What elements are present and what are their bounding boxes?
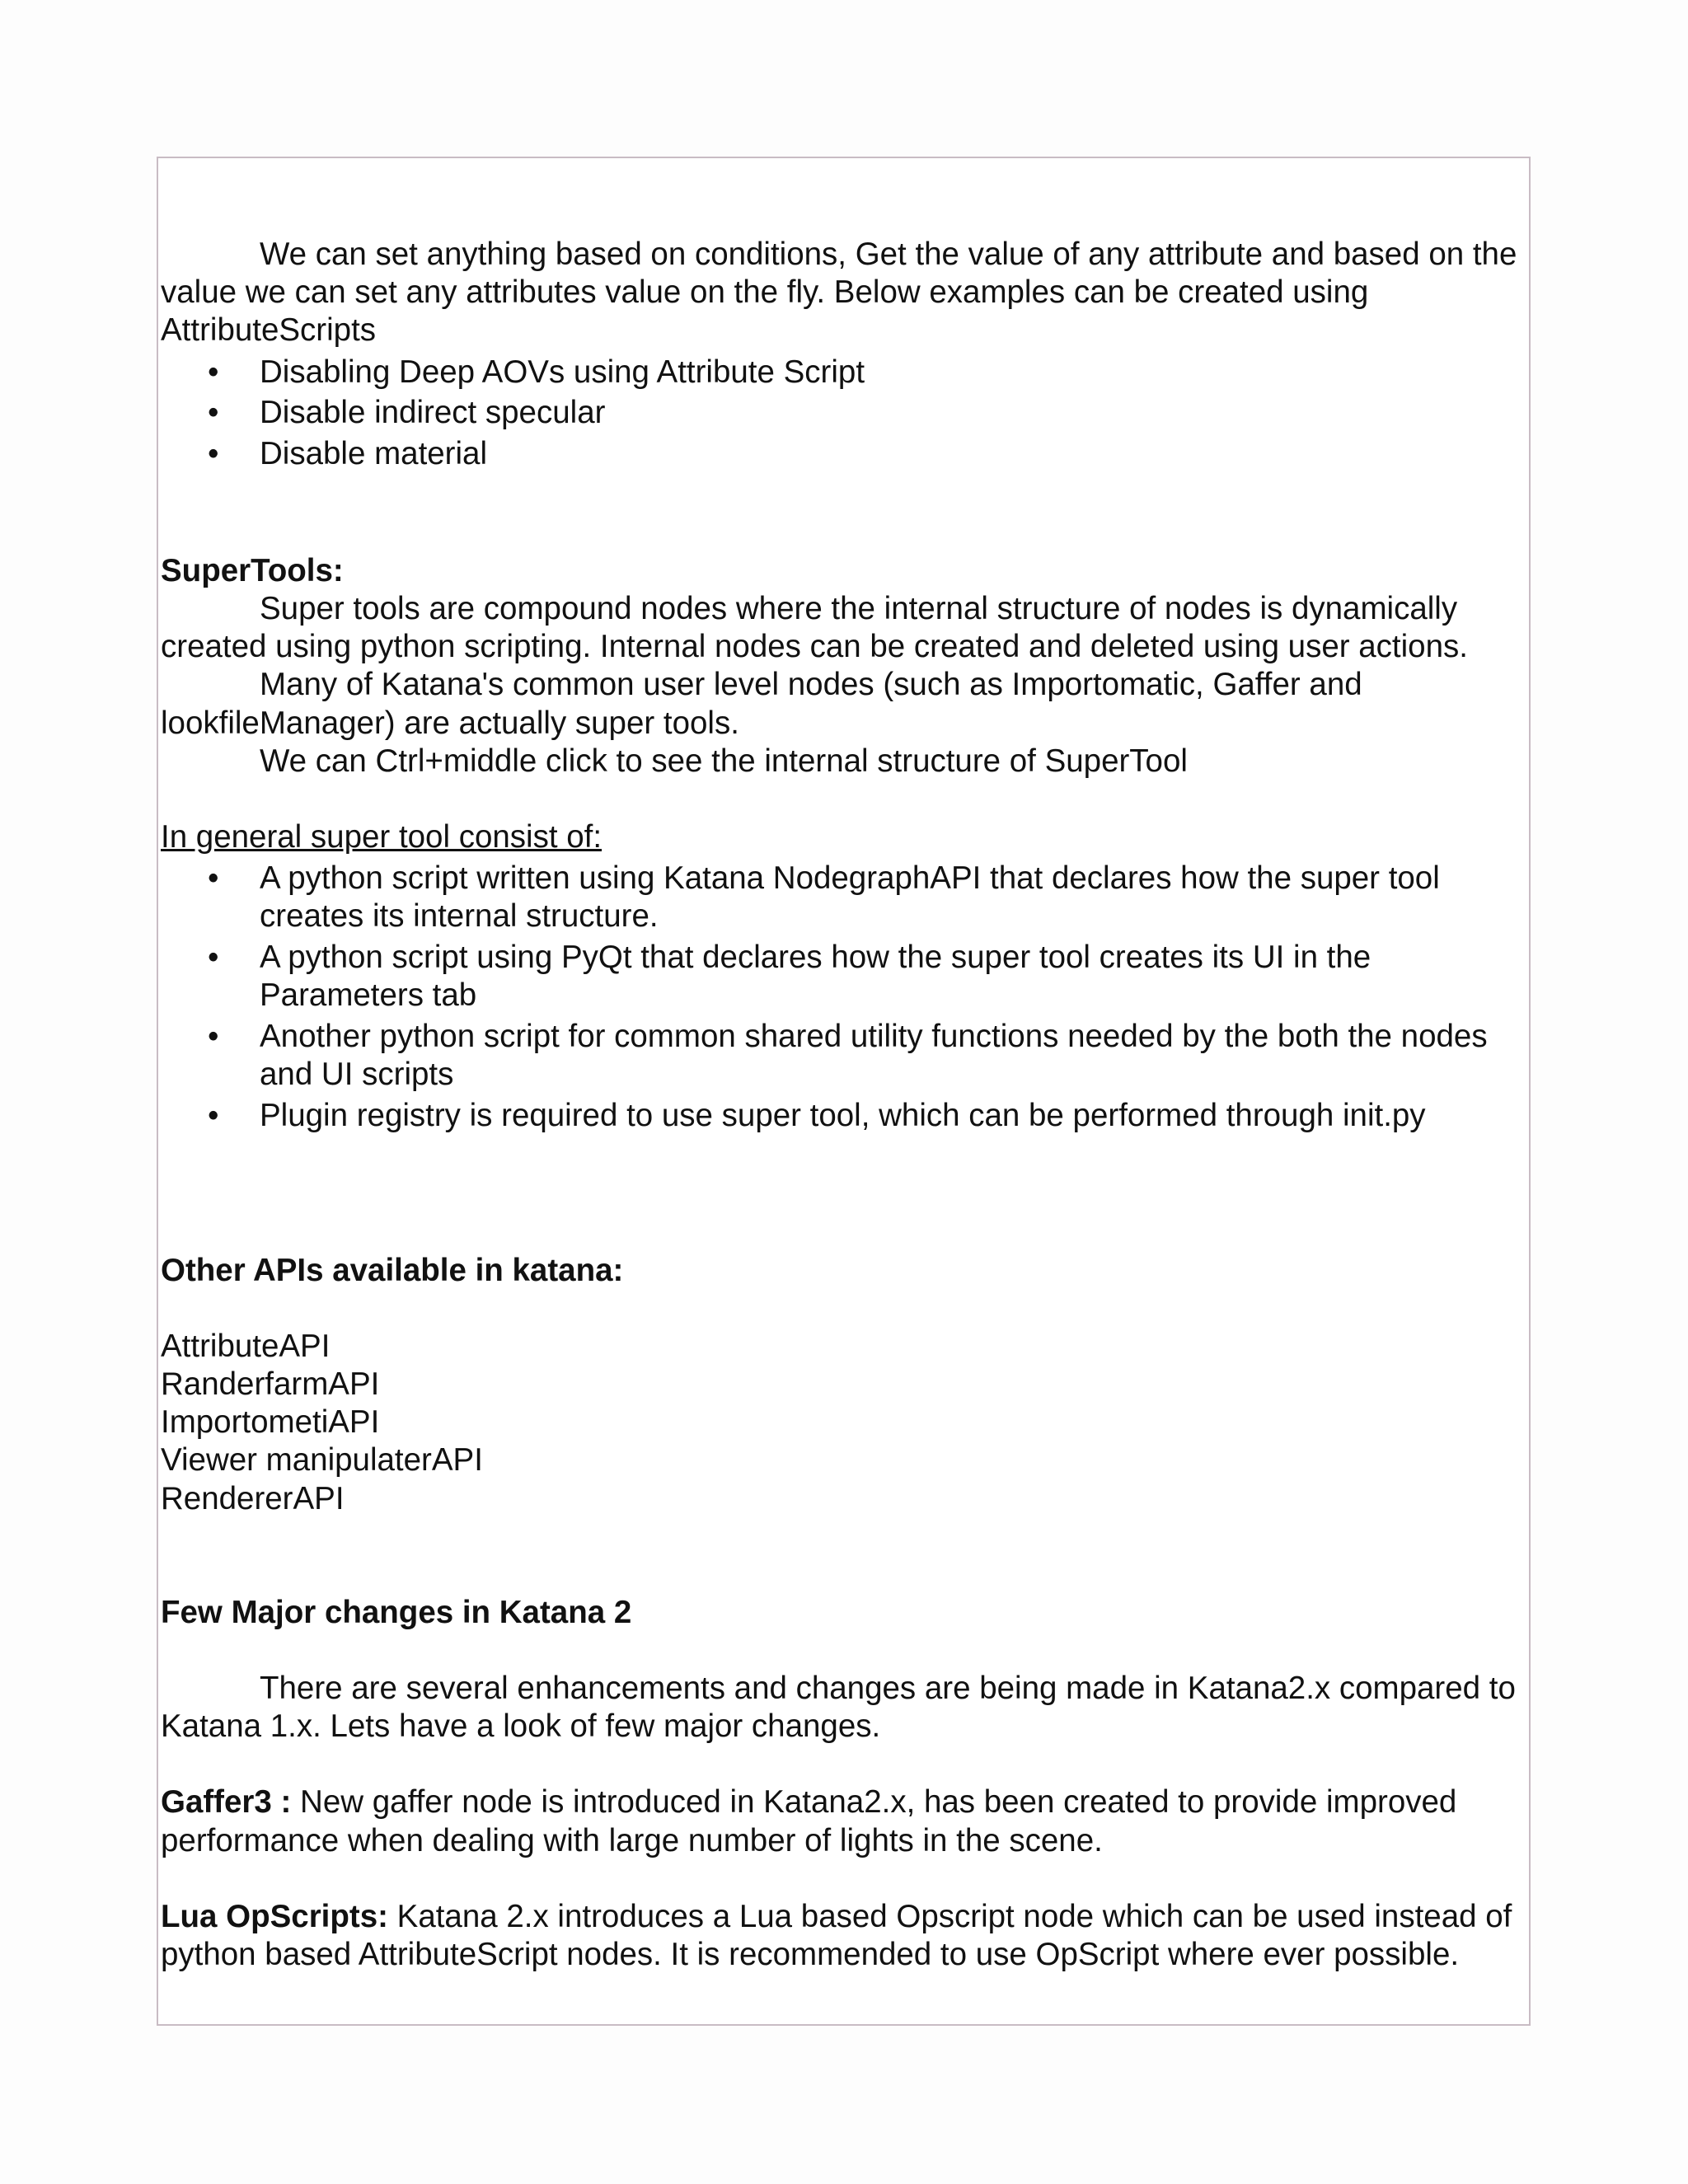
supertools-consist-heading: In general super tool consist of: [161, 818, 603, 855]
supertools-paragraph-3: We can Ctrl+middle click to see the internal structure of SuperTool [260, 743, 1188, 779]
supertools-paragraph-1: Super tools are compound nodes where the internal structure of nodes is dynamically created using python scripting. Internal nodes can be created and deleted using user actions. [161, 590, 1468, 665]
changes-intro: There are several enhancements and changes are being made in Katana2.x compared to Katana 1.x. Lets have a look of few major changes. [161, 1670, 1516, 1745]
intro-list [161, 354, 1529, 474]
document-body [161, 236, 1529, 1974]
intro-paragraph: We can set anything based on conditions, Get the value of any attribute and based on the value we can set any attributes value on the fly. Below examples can be created using AttributeScripts [161, 237, 1517, 349]
gaffer-text: New gaffer node is introduced in Katana2.x, has been created to provide improved performance when dealing with large number of lights in the scene. [161, 1784, 1457, 1858]
spacer [161, 1290, 1529, 1328]
api-item: ImportometiAPI [161, 1404, 380, 1441]
spacer [161, 476, 1529, 552]
list-item: • Plugin registry is required to use super tool, which can be performed through init.py [161, 1097, 1529, 1135]
bullet-icon: • [208, 354, 219, 390]
lua-label: Lua OpScripts: [161, 1898, 388, 1934]
bullet-icon: • [208, 1097, 219, 1133]
gaffer-label: Gaffer3 : [161, 1784, 292, 1821]
bullet-icon: • [208, 1018, 219, 1054]
spacer [161, 1518, 1529, 1594]
bullet-icon: • [208, 940, 219, 976]
changes-heading: Few Major changes in Katana 2 [161, 1594, 632, 1630]
api-item: Viewer manipulaterAPI [161, 1442, 483, 1479]
list-item: • A python script written using Katana NodegraphAPI that declares how the super tool creates its internal structure. [208, 860, 1440, 935]
spacer [161, 1632, 1529, 1670]
api-item: AttributeAPI [161, 1328, 331, 1364]
lua-text: Katana 2.x introduces a Lua based Opscript node which can be used instead of python based AttributeScript nodes. It is recommended to use OpScript where ever possible. [161, 1898, 1512, 1972]
api-item: RanderfarmAPI [161, 1366, 380, 1402]
bullet-icon: • [208, 436, 219, 472]
spacer [161, 780, 1529, 818]
bullet-icon: • [208, 395, 219, 431]
gaffer-paragraph [161, 1783, 1529, 1859]
list-item: • Disable indirect specular [161, 394, 1529, 432]
api-item: RendererAPI [161, 1480, 345, 1516]
supertools-paragraph-2: Many of Katana's common user level nodes (such as Importomatic, Gaffer and lookfileManager) are actually super tools. [161, 667, 1362, 741]
list-item: • Disabling Deep AOVs using Attribute Script [161, 354, 1529, 391]
lua-paragraph [161, 1898, 1529, 1974]
supertools-heading: SuperTools: [161, 552, 344, 588]
bullet-icon: • [208, 860, 219, 897]
apis-heading: Other APIs available in katana: [161, 1252, 624, 1288]
spacer [161, 1746, 1529, 1783]
list-item: • A python script using PyQt that declares how the super tool creates its UI in the Parameters tab [208, 940, 1372, 1014]
supertools-list [161, 860, 1529, 1135]
spacer [161, 1860, 1529, 1898]
list-item: • Disable material [161, 435, 1529, 473]
list-item: • Another python script for common shared utility functions needed by the both the nodes and UI scripts [208, 1018, 1488, 1093]
spacer [161, 1138, 1529, 1252]
